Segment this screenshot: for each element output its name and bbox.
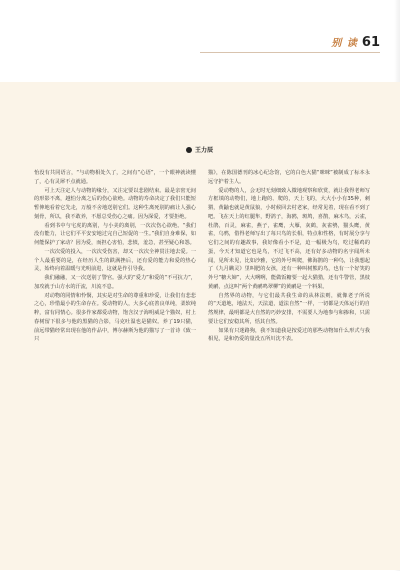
paragraph: 怡没有共同语言，“与动物相处久了，之间有“心语”，一个眼神就读懂了，心有灵犀不点就通。 [34, 170, 196, 185]
paragraph: 猫》，在陈国德刊的冰心纪念馆，它的白色大猫“咪咪”被制成了标本永远守护着主人。 [208, 170, 370, 185]
paragraph: 可上天注定人与动物的缘分，又注定要以悲剧结束。最是亲密无间的形影不离，越怕分离之后的伤心欲绝。动物的寿命决定了我们只能短暂伸地看着它先走，万般不舍地送别它们。这种生离死别的痛让人强心刻骨，所以，我不敢养，不愿总受伤心之痛。因为深爱，才要拒绝。 [34, 187, 196, 220]
paragraph: 一次次爱的投入，一次次受伤害，却又一次次全神贯注地去爱。一个人最重要的是，在经历人生的跌满挫后，还有爱的能力和爱的热心灵，始终向着温暖与光明前进，这就是作引导我。 [34, 248, 196, 273]
paragraph: 看到书中与宅虎的离别，与小美的离别，一次次伤心欲绝。“我们没有能力，让它们平平安安地过完自己短促的一生。”我们自身难保，如何能保护了家动？因为爱，而担心害怕，悲愤，羞急，甚至疑心和怨。 [34, 222, 196, 246]
left-column [34, 169, 196, 344]
section-label: 别 读 [331, 38, 358, 49]
paragraph: 我们融融，又一次送别了警官。强大的“爱力”和爱的“不可抗力”，加攻就于山方水的汗流，川流不息。 [34, 275, 196, 290]
right-column [208, 169, 370, 344]
page-header [331, 34, 380, 50]
page-number: 61 [361, 35, 380, 50]
paragraph: 爱动物的人，会无时无刻细致入微地观察和欣赏，就让我得老师写方框填的动物们，地上跑的、爬的，天上飞的，大大小小有35种，刺猬，黄鼬也就是黄鼠狼，小时候回去村老家，经常见着，现在看不到了吧。飞在天上的红腿隼，野鸽子，海鸥，斑鸠，喜鹊，麻木鸟，云雀，杜鹃，百灵，麻雀，燕子，雀鹰，大雁，灰鹤，灰雀鸲，猫头鹰，黄雀，乌鸦，借得老师写出了每只鸟的长相，特点和性格，有时展分享与它们之间的有趣故事，我好像看小不是，迫一幅极为鸟，吃过稀鸡的蛋，今天才知道它也是鸟，不过飞不高，还有好多动物的名字闻所未闻，见所未见，比如沙雅，它的外号叫爬，佛海鹊的一种鸟，让我想起了《九月瞒灵》里叫肥的女孩，还有一种叫树熊的鸟，也有一个好笑的外号“糖大婶”，大大咧咧，能做饭糖要一起大猫猎，还有牛警管，黑枝黄鹂，点这叫“两个黄鹂鸣翠柳”的黄鹂是一个料果。 [208, 187, 370, 290]
author-line [186, 145, 213, 154]
header-rule [200, 52, 380, 53]
paragraph: 如果有只迷路狗，我不知道我是按爱过的那些动物如什么形式与我相见，是和仍爱的量没五所川沈不表。 [208, 327, 370, 343]
paragraph: 对动物的同情和怜悯，其实是对生命的尊重和珍爱，让我们有悲悲之心，珍惜最小的生命存在。爱动物的人，大多心底善良单纯，柔软纯粹，富有同情心。很多作家都爱动物，饱含汉子海明威是个猫奴，村上春树留下很多与他的黑猫的合影，马克吐温也是猫奴。养了19只猫，前远带猫经常出现在他的作品中，博尔赫斯为他的猫写了一首诗《致一只 [34, 292, 196, 343]
author-name: 王力辰 [195, 147, 214, 154]
author-bullet-icon [186, 147, 192, 153]
paragraph: 自然界的动物，与它们最共我生命的从林法则，就像老子所说的“天道地，地法天，天法道，道法自然”一样，一切都是天体运行的自然规律，最明都是大自然的巧妙安排，不需要人为地参与和掺和，只需要让它们安稳其所，恬其自然。 [208, 292, 370, 325]
